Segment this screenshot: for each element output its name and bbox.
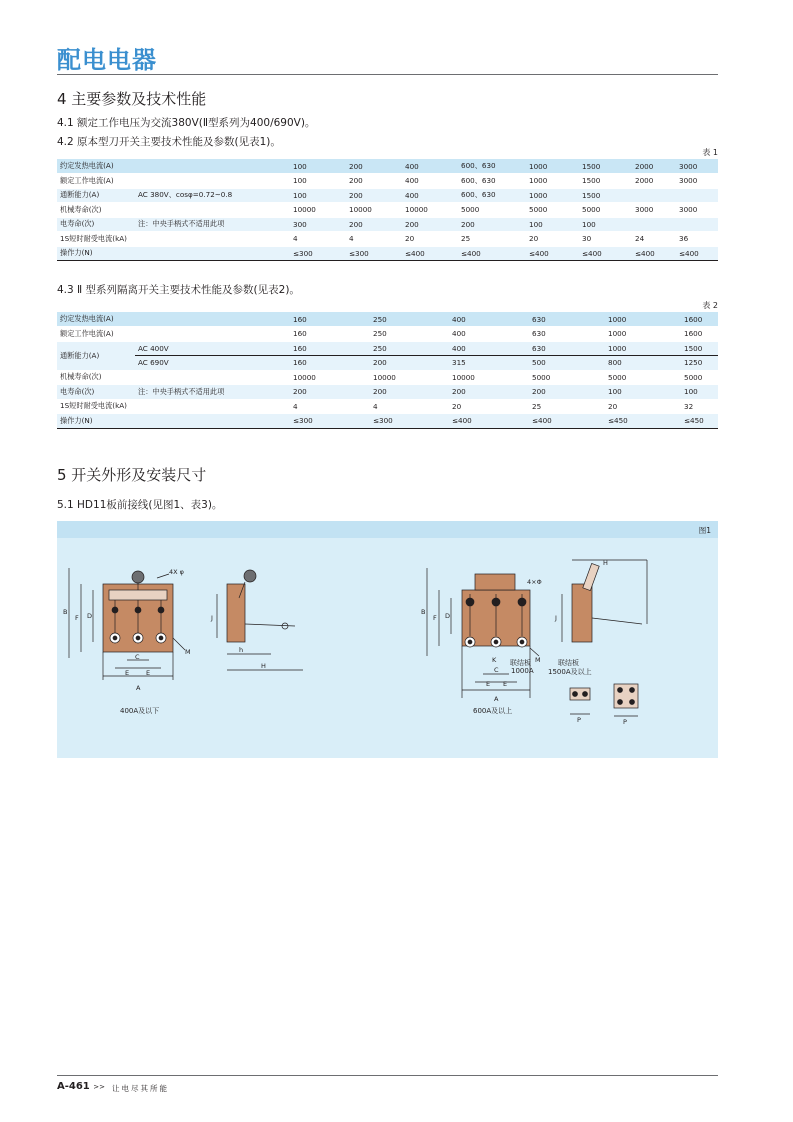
figure-right-caption: 600A及以上	[473, 707, 513, 715]
table-cell: 1000	[526, 188, 579, 203]
table-cell: 5000	[605, 370, 681, 385]
table-cell: 160	[290, 356, 370, 371]
dim-c: C	[494, 666, 499, 674]
table-cell: 100	[681, 385, 718, 400]
table-cell: 400	[449, 341, 529, 356]
link-plate-current: 1000A	[511, 667, 534, 675]
table-cell: 630	[529, 327, 605, 342]
dim-j: J	[211, 614, 213, 622]
page-number-text: A-461	[57, 1081, 90, 1092]
table-cell: 25	[529, 399, 605, 414]
row-label: 约定发热电流(A)	[57, 312, 290, 327]
dim-b: B	[63, 608, 68, 616]
table-cell: ≤400	[526, 246, 579, 261]
table-cell: 20	[449, 399, 529, 414]
dim-h-small: h	[239, 646, 244, 654]
footer-rule	[57, 1075, 718, 1076]
dim-d: D	[445, 612, 451, 620]
table-cell: 36	[676, 232, 718, 247]
table-cell: 160	[290, 327, 370, 342]
table-cell: 400	[402, 188, 458, 203]
spec-table-2	[57, 312, 718, 429]
table-cell	[632, 217, 676, 232]
table-row	[57, 327, 718, 342]
table-cell: 5000	[458, 203, 526, 218]
dim-f: F	[75, 614, 79, 622]
table-cell: 100	[605, 385, 681, 400]
table-cell: ≤400	[529, 414, 605, 429]
table-row	[57, 399, 718, 414]
table-cell: 100	[290, 188, 346, 203]
para-5-1: 5.1 HD11板前接线(见图1、表3)。	[57, 499, 223, 511]
table-cell: 5000	[529, 370, 605, 385]
table-cell: 10000	[449, 370, 529, 385]
figure-1-drawing	[57, 538, 718, 758]
table-cell: ≤300	[346, 246, 402, 261]
row-sublabel	[135, 159, 290, 174]
table-cell: ≤400	[676, 246, 718, 261]
row-sublabel: AC 400V	[135, 341, 290, 356]
dim-e: E	[503, 680, 508, 688]
table-cell: 1250	[681, 356, 718, 371]
spec-table-1	[57, 159, 718, 261]
table-cell: 20	[605, 399, 681, 414]
dim-j: J	[555, 614, 557, 622]
table-row	[57, 312, 718, 327]
table-cell: 4	[370, 399, 449, 414]
table-cell: 400	[449, 327, 529, 342]
row-sublabel	[135, 232, 290, 247]
table-cell: 1500	[681, 341, 718, 356]
dim-f: F	[433, 614, 437, 622]
dim-h: H	[603, 559, 608, 567]
row-sublabel	[135, 246, 290, 261]
table-cell: 630	[529, 341, 605, 356]
row-label: 额定工作电流(A)	[57, 174, 135, 189]
table-cell: ≤300	[290, 246, 346, 261]
table-cell: 20	[402, 232, 458, 247]
table-cell: 1600	[681, 312, 718, 327]
figure-1-label: 图1	[698, 526, 711, 535]
table-cell: ≤450	[605, 414, 681, 429]
table-cell: 600、630	[458, 159, 526, 174]
table-cell: ≤400	[632, 246, 676, 261]
table-cell: ≤450	[681, 414, 718, 429]
table-cell: 4	[290, 232, 346, 247]
table-cell: 400	[449, 312, 529, 327]
row-label: 1S短时耐受电流(kA)	[57, 399, 290, 414]
row-label: 约定发热电流(A)	[57, 159, 135, 174]
row-sublabel	[135, 174, 290, 189]
table-cell: 3000	[676, 203, 718, 218]
row-label: 机械寿命(次)	[57, 203, 135, 218]
table-cell: 32	[681, 399, 718, 414]
table-cell: 10000	[346, 203, 402, 218]
row-sublabel	[135, 203, 290, 218]
dim-m: M	[535, 656, 541, 664]
table-cell: ≤400	[449, 414, 529, 429]
dim-c: C	[135, 653, 140, 661]
table-cell: 10000	[290, 203, 346, 218]
dim-h: H	[261, 662, 266, 670]
switch-base-side	[227, 584, 245, 642]
switch-handle-icon	[583, 563, 599, 590]
table-cell: 200	[346, 159, 402, 174]
table-cell: 20	[526, 232, 579, 247]
table-cell: 400	[402, 159, 458, 174]
table-cell: 630	[529, 312, 605, 327]
holes-label: 4×Φ	[527, 578, 542, 586]
table-cell: 100	[290, 159, 346, 174]
row-label: 额定工作电流(A)	[57, 327, 290, 342]
table-cell: 200	[449, 385, 529, 400]
table-row	[57, 217, 718, 232]
row-label: 操作力(N)	[57, 414, 290, 429]
section-4-title: 4 主要参数及技术性能	[57, 90, 207, 108]
dim-m: M	[185, 648, 191, 656]
knife-blade-icon	[592, 618, 642, 624]
table-cell: 250	[370, 341, 449, 356]
table-row	[57, 232, 718, 247]
table-cell: 250	[370, 312, 449, 327]
table-cell: 800	[605, 356, 681, 371]
table-2-number: 表 2	[702, 301, 718, 310]
table-cell: 1000	[605, 341, 681, 356]
table-cell: 3000	[676, 159, 718, 174]
header-rule	[57, 74, 718, 75]
table-cell: 300	[290, 217, 346, 232]
table-cell: 600、630	[458, 188, 526, 203]
table-cell: 3000	[676, 174, 718, 189]
footer-arrow: >>	[93, 1083, 105, 1091]
switch-base-side-large	[572, 584, 592, 642]
switch-crossbar	[109, 590, 167, 600]
row-label: 操作力(N)	[57, 246, 135, 261]
table-cell: 24	[632, 232, 676, 247]
table-cell: 1500	[579, 188, 632, 203]
para-4-3: 4.3 Ⅱ 型系列隔离开关主要技术性能及参数(见表2)。	[57, 284, 300, 296]
table-cell: 1000	[605, 327, 681, 342]
row-label: 1S短时耐受电流(kA)	[57, 232, 135, 247]
para-4-2: 4.2 原本型刀开关主要技术性能及参数(见表1)。	[57, 136, 281, 148]
table-cell: 5000	[681, 370, 718, 385]
section-5-title: 5 开关外形及安装尺寸	[57, 466, 207, 484]
table-row	[57, 203, 718, 218]
row-label: 通断能力(A)	[57, 341, 135, 370]
table-cell: 160	[290, 312, 370, 327]
table-cell: ≤400	[458, 246, 526, 261]
dim-k: K	[492, 656, 497, 664]
footer-slogan: 让电尽其所能	[112, 1084, 169, 1093]
dim-a: A	[136, 684, 141, 692]
table-cell: 100	[526, 217, 579, 232]
table-cell: 200	[529, 385, 605, 400]
dim-e: E	[125, 669, 130, 677]
table-cell: 200	[346, 188, 402, 203]
table-cell: 1500	[579, 159, 632, 174]
table-cell: 600、630	[458, 174, 526, 189]
table-cell: 1000	[605, 312, 681, 327]
dim-e: E	[486, 680, 491, 688]
table-cell: 400	[402, 174, 458, 189]
table-cell: 200	[370, 356, 449, 371]
holes-label: 4X φ	[169, 568, 184, 576]
link-plate-label: 联结板	[558, 659, 579, 667]
table-cell: 1500	[579, 174, 632, 189]
table-cell: 200	[458, 217, 526, 232]
dim-p: P	[623, 718, 627, 726]
table-cell: 200	[346, 174, 402, 189]
table-cell: 500	[529, 356, 605, 371]
table-cell: 200	[402, 217, 458, 232]
table-cell	[632, 188, 676, 203]
table-cell: 25	[458, 232, 526, 247]
brand-title: 配电电器	[57, 46, 157, 74]
table-cell: 30	[579, 232, 632, 247]
row-label: 电寿命(次)	[57, 217, 135, 232]
link-plate-1500a	[614, 684, 638, 708]
table-cell: 100	[290, 174, 346, 189]
dim-e: E	[146, 669, 151, 677]
link-plate-label: 联结板	[510, 659, 531, 667]
table-cell	[676, 217, 718, 232]
table-cell: 5000	[526, 203, 579, 218]
table-1-number: 表 1	[702, 148, 718, 157]
table-row	[57, 370, 718, 385]
table-cell: 200	[346, 217, 402, 232]
row-label: 通断能力(A)	[57, 188, 135, 203]
dim-p: P	[577, 716, 581, 724]
table-cell: 1600	[681, 327, 718, 342]
dim-b: B	[421, 608, 426, 616]
dim-a: A	[494, 695, 499, 703]
table-cell: ≤400	[579, 246, 632, 261]
table-cell: 250	[370, 327, 449, 342]
table-row	[57, 414, 718, 429]
link-plate-current: 1500A及以上	[548, 668, 592, 676]
table-cell: ≤300	[290, 414, 370, 429]
table-cell: ≤300	[370, 414, 449, 429]
table-cell: 315	[449, 356, 529, 371]
table-row	[57, 341, 718, 356]
table-cell: 4	[346, 232, 402, 247]
table-row	[57, 174, 718, 189]
row-label: 机械寿命(次)	[57, 370, 290, 385]
row-sublabel: AC 380V、cosφ=0.72~0.8	[135, 188, 290, 203]
table-cell: 160	[290, 341, 370, 356]
figure-left-caption: 400A及以下	[120, 707, 160, 715]
row-sublabel: 注：中央手柄式不适用此项	[135, 385, 290, 400]
table-cell: 1000	[526, 159, 579, 174]
table-cell: 10000	[370, 370, 449, 385]
table-cell	[676, 188, 718, 203]
table-cell: 10000	[402, 203, 458, 218]
table-cell: ≤400	[402, 246, 458, 261]
table-row	[57, 246, 718, 261]
row-sublabel: 注：中央手柄式不适用此项	[135, 217, 290, 232]
table-cell: 3000	[632, 203, 676, 218]
figure-1-header	[57, 521, 718, 538]
table-cell: 200	[370, 385, 449, 400]
table-row	[57, 356, 718, 371]
row-sublabel: AC 690V	[135, 356, 290, 371]
table-row	[57, 159, 718, 174]
row-label: 电寿命(次)	[57, 385, 135, 400]
table-row	[57, 188, 718, 203]
para-4-1: 4.1 额定工作电压为交流380V(Ⅱ型系列为400/690V)。	[57, 117, 316, 129]
table-cell: 100	[579, 217, 632, 232]
table-cell: 4	[290, 399, 370, 414]
table-cell: 2000	[632, 174, 676, 189]
table-row	[57, 385, 718, 400]
table-cell: 5000	[579, 203, 632, 218]
table-cell: 10000	[290, 370, 370, 385]
table-cell: 200	[290, 385, 370, 400]
page-number	[57, 1081, 105, 1092]
table-cell: 1000	[526, 174, 579, 189]
dim-d: D	[87, 612, 93, 620]
table-cell: 2000	[632, 159, 676, 174]
